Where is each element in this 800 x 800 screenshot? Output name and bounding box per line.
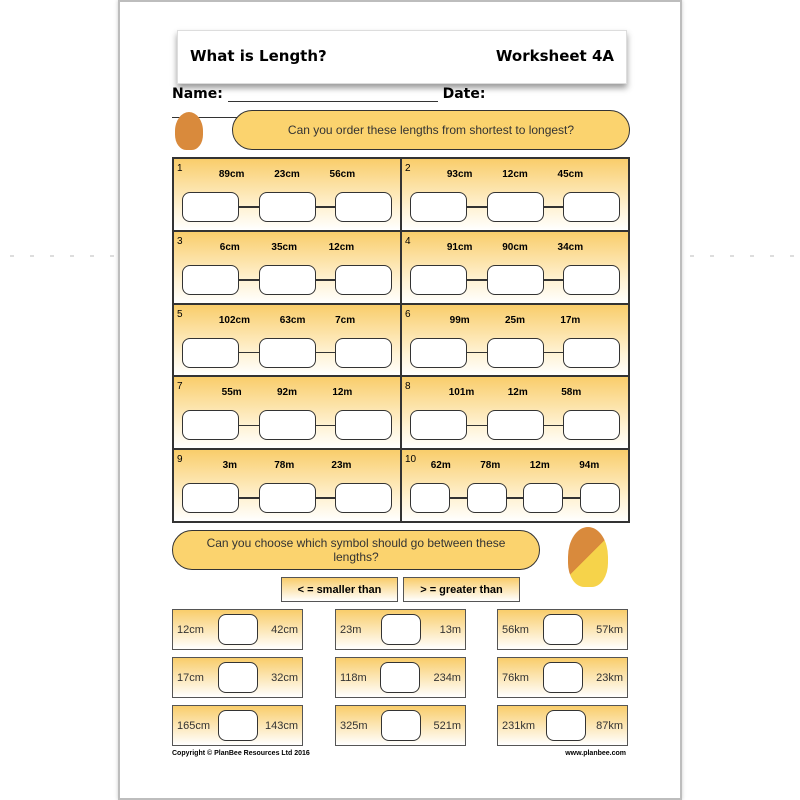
worksheet-page <box>118 0 682 800</box>
answer-box[interactable] <box>259 338 316 368</box>
answer-boxes <box>182 192 392 222</box>
answer-box[interactable] <box>410 265 467 295</box>
connector-line <box>239 425 259 427</box>
speech-bubble-order <box>232 110 630 150</box>
right-length: 87km <box>596 719 623 732</box>
right-length: 13m <box>439 623 461 636</box>
answer-boxes <box>410 265 620 295</box>
connector-line <box>239 352 259 354</box>
symbol-box[interactable] <box>218 614 258 645</box>
worksheet-number: Worksheet 4A <box>495 47 614 65</box>
symbol-box[interactable] <box>218 662 258 693</box>
answer-box[interactable] <box>182 192 239 222</box>
title-banner <box>177 30 627 84</box>
connector-line <box>316 279 336 281</box>
ordering-item <box>401 376 629 449</box>
length-value: 34cm <box>557 241 584 253</box>
answer-box[interactable] <box>410 338 467 368</box>
item-number: 6 <box>405 308 411 320</box>
answer-box[interactable] <box>182 338 239 368</box>
connector-line <box>544 352 564 354</box>
ordering-item <box>173 304 401 377</box>
lengths-row <box>402 315 628 326</box>
answer-boxes <box>410 338 620 368</box>
ordering-item <box>401 304 629 377</box>
ordering-item <box>173 231 401 304</box>
item-number: 1 <box>177 163 183 174</box>
length-value: 56cm <box>329 169 356 180</box>
connector-line <box>316 425 336 427</box>
length-value: 101m <box>448 387 475 399</box>
right-length: 57km <box>596 623 623 636</box>
right-length: 234m <box>433 671 461 684</box>
connector-line <box>239 206 259 208</box>
right-length: 521m <box>433 719 461 732</box>
answer-boxes <box>410 483 620 513</box>
item-number: 10 <box>405 454 417 466</box>
answer-box[interactable] <box>563 265 620 295</box>
length-value: 12cm <box>502 169 528 180</box>
right-length: 32cm <box>271 671 298 684</box>
symbol-box[interactable] <box>543 614 583 645</box>
item-number: 9 <box>177 454 183 466</box>
connector-line <box>239 279 259 281</box>
length-value: 12m <box>507 387 528 399</box>
comparison-item <box>172 657 303 698</box>
connector-line <box>507 497 524 499</box>
answer-boxes <box>182 483 392 513</box>
answer-box[interactable] <box>523 483 563 513</box>
ordering-item <box>173 376 401 449</box>
length-value: 55m <box>221 387 242 399</box>
left-length: 231km <box>502 719 536 732</box>
date-label: Date: <box>442 86 486 102</box>
answer-box[interactable] <box>487 338 544 368</box>
connector-line <box>467 279 487 281</box>
length-value: 99m <box>449 314 470 326</box>
answer-box[interactable] <box>410 483 450 513</box>
comparison-item <box>172 609 303 650</box>
connector-line <box>467 352 487 354</box>
key-smaller-label: < = smaller than <box>297 583 382 596</box>
ordering-grid <box>172 157 630 523</box>
length-value: 93cm <box>446 169 473 180</box>
lengths-row <box>174 315 400 326</box>
answer-box[interactable] <box>259 483 316 513</box>
length-value: 89cm <box>218 169 245 180</box>
comparison-item <box>497 609 628 650</box>
answer-box[interactable] <box>563 410 620 440</box>
item-number: 2 <box>405 163 411 174</box>
lengths-row <box>174 242 400 253</box>
symbol-box[interactable] <box>381 614 421 645</box>
length-value: 45cm <box>557 169 584 180</box>
length-value: 78m <box>480 460 501 472</box>
comparison-item <box>335 705 466 746</box>
item-number: 8 <box>405 381 411 393</box>
answer-box[interactable] <box>580 483 620 513</box>
item-number: 3 <box>177 235 183 247</box>
key-greater-label: > = greater than <box>420 583 503 596</box>
answer-box[interactable] <box>182 483 239 513</box>
comparison-item <box>497 705 628 746</box>
copyright: Copyright © PlanBee Resources Ltd 2016 <box>172 750 310 757</box>
length-value: 91cm <box>446 241 473 253</box>
ordering-item <box>401 449 629 522</box>
left-length: 17cm <box>177 671 204 684</box>
answer-boxes <box>182 265 392 295</box>
length-value: 12m <box>529 460 550 472</box>
length-value: 7cm <box>335 314 356 326</box>
answer-boxes <box>410 410 620 440</box>
owl-icon <box>175 112 203 150</box>
worksheet-title: What is Length? <box>190 47 327 65</box>
connector-line <box>450 497 467 499</box>
answer-box[interactable] <box>487 265 544 295</box>
left-length: 56km <box>502 623 529 636</box>
connector-line <box>316 206 336 208</box>
answer-box[interactable] <box>335 338 392 368</box>
symbol-box[interactable] <box>218 710 258 741</box>
connector-line <box>467 206 487 208</box>
connector-line <box>544 425 564 427</box>
item-number: 5 <box>177 308 183 320</box>
symbol-box[interactable] <box>546 710 586 741</box>
length-value: 23cm <box>274 169 300 180</box>
symbol-box[interactable] <box>381 710 421 741</box>
order-prompt: Can you order these lengths from shortest to longest? <box>287 123 575 137</box>
symbol-prompt: Can you choose which symbol should go between these lengths? <box>206 536 506 564</box>
lengths-row <box>402 460 628 471</box>
answer-box[interactable] <box>487 410 544 440</box>
comparison-item <box>335 657 466 698</box>
right-length: 23km <box>596 671 623 684</box>
owl-pencil-icon <box>568 527 608 587</box>
left-length: 23m <box>340 623 362 636</box>
length-value: 63cm <box>279 314 306 326</box>
answer-box[interactable] <box>259 192 316 222</box>
comparison-item <box>172 705 303 746</box>
lengths-row <box>174 169 400 180</box>
length-value: 17m <box>560 314 581 326</box>
answer-box[interactable] <box>487 192 544 222</box>
connector-line <box>316 352 336 354</box>
answer-box[interactable] <box>563 192 620 222</box>
answer-box[interactable] <box>259 265 316 295</box>
ordering-item <box>173 158 401 231</box>
lengths-row <box>402 169 628 180</box>
connector-line <box>544 279 564 281</box>
left-length: 325m <box>340 719 368 732</box>
answer-box[interactable] <box>335 192 392 222</box>
connector-line <box>563 497 580 499</box>
key-greater-than <box>403 577 520 602</box>
answer-boxes <box>182 338 392 368</box>
left-length: 165cm <box>177 719 211 732</box>
answer-box[interactable] <box>182 410 239 440</box>
key-smaller-than <box>281 577 398 602</box>
length-value: 94m <box>579 460 600 472</box>
comparison-item <box>335 609 466 650</box>
connector-line <box>316 497 336 499</box>
name-label: Name: <box>172 86 223 102</box>
answer-boxes <box>182 410 392 440</box>
comparison-item <box>497 657 628 698</box>
lengths-row <box>174 460 400 471</box>
answer-boxes <box>410 192 620 222</box>
symbol-box[interactable] <box>380 662 420 693</box>
ordering-item <box>401 158 629 231</box>
length-value: 12cm <box>328 241 355 253</box>
ordering-item <box>401 231 629 304</box>
left-length: 76km <box>502 671 529 684</box>
speech-bubble-symbol <box>172 530 540 570</box>
right-length: 143cm <box>264 719 298 732</box>
answer-box[interactable] <box>335 265 392 295</box>
right-length: 42cm <box>271 623 298 636</box>
answer-box[interactable] <box>410 192 467 222</box>
left-length: 118m <box>340 671 367 684</box>
answer-box[interactable] <box>563 338 620 368</box>
answer-box[interactable] <box>182 265 239 295</box>
length-value: 35cm <box>271 241 297 253</box>
answer-box[interactable] <box>335 483 392 513</box>
length-value: 92m <box>276 387 297 399</box>
item-number: 7 <box>177 381 183 393</box>
length-value: 25m <box>504 314 525 326</box>
answer-box[interactable] <box>467 483 507 513</box>
website: www.planbee.com <box>565 750 626 757</box>
lengths-row <box>402 387 628 398</box>
length-value: 58m <box>561 387 582 399</box>
ordering-item <box>173 449 401 522</box>
connector-line <box>467 425 487 427</box>
length-value: 62m <box>430 460 451 472</box>
symbol-box[interactable] <box>543 662 583 693</box>
length-value: 6cm <box>219 241 240 253</box>
connector-line <box>544 206 564 208</box>
lengths-row <box>402 242 628 253</box>
answer-box[interactable] <box>259 410 316 440</box>
answer-box[interactable] <box>410 410 467 440</box>
length-value: 23m <box>331 460 352 472</box>
length-value: 90cm <box>502 241 528 253</box>
item-number: 4 <box>405 235 411 247</box>
answer-box[interactable] <box>335 410 392 440</box>
length-value: 12m <box>332 387 353 399</box>
left-length: 12cm <box>177 623 204 636</box>
connector-line <box>239 497 259 499</box>
lengths-row <box>174 387 400 398</box>
length-value: 78m <box>274 460 295 472</box>
length-value: 3m <box>222 460 238 472</box>
name-field[interactable] <box>228 90 438 102</box>
length-value: 102cm <box>218 314 251 326</box>
